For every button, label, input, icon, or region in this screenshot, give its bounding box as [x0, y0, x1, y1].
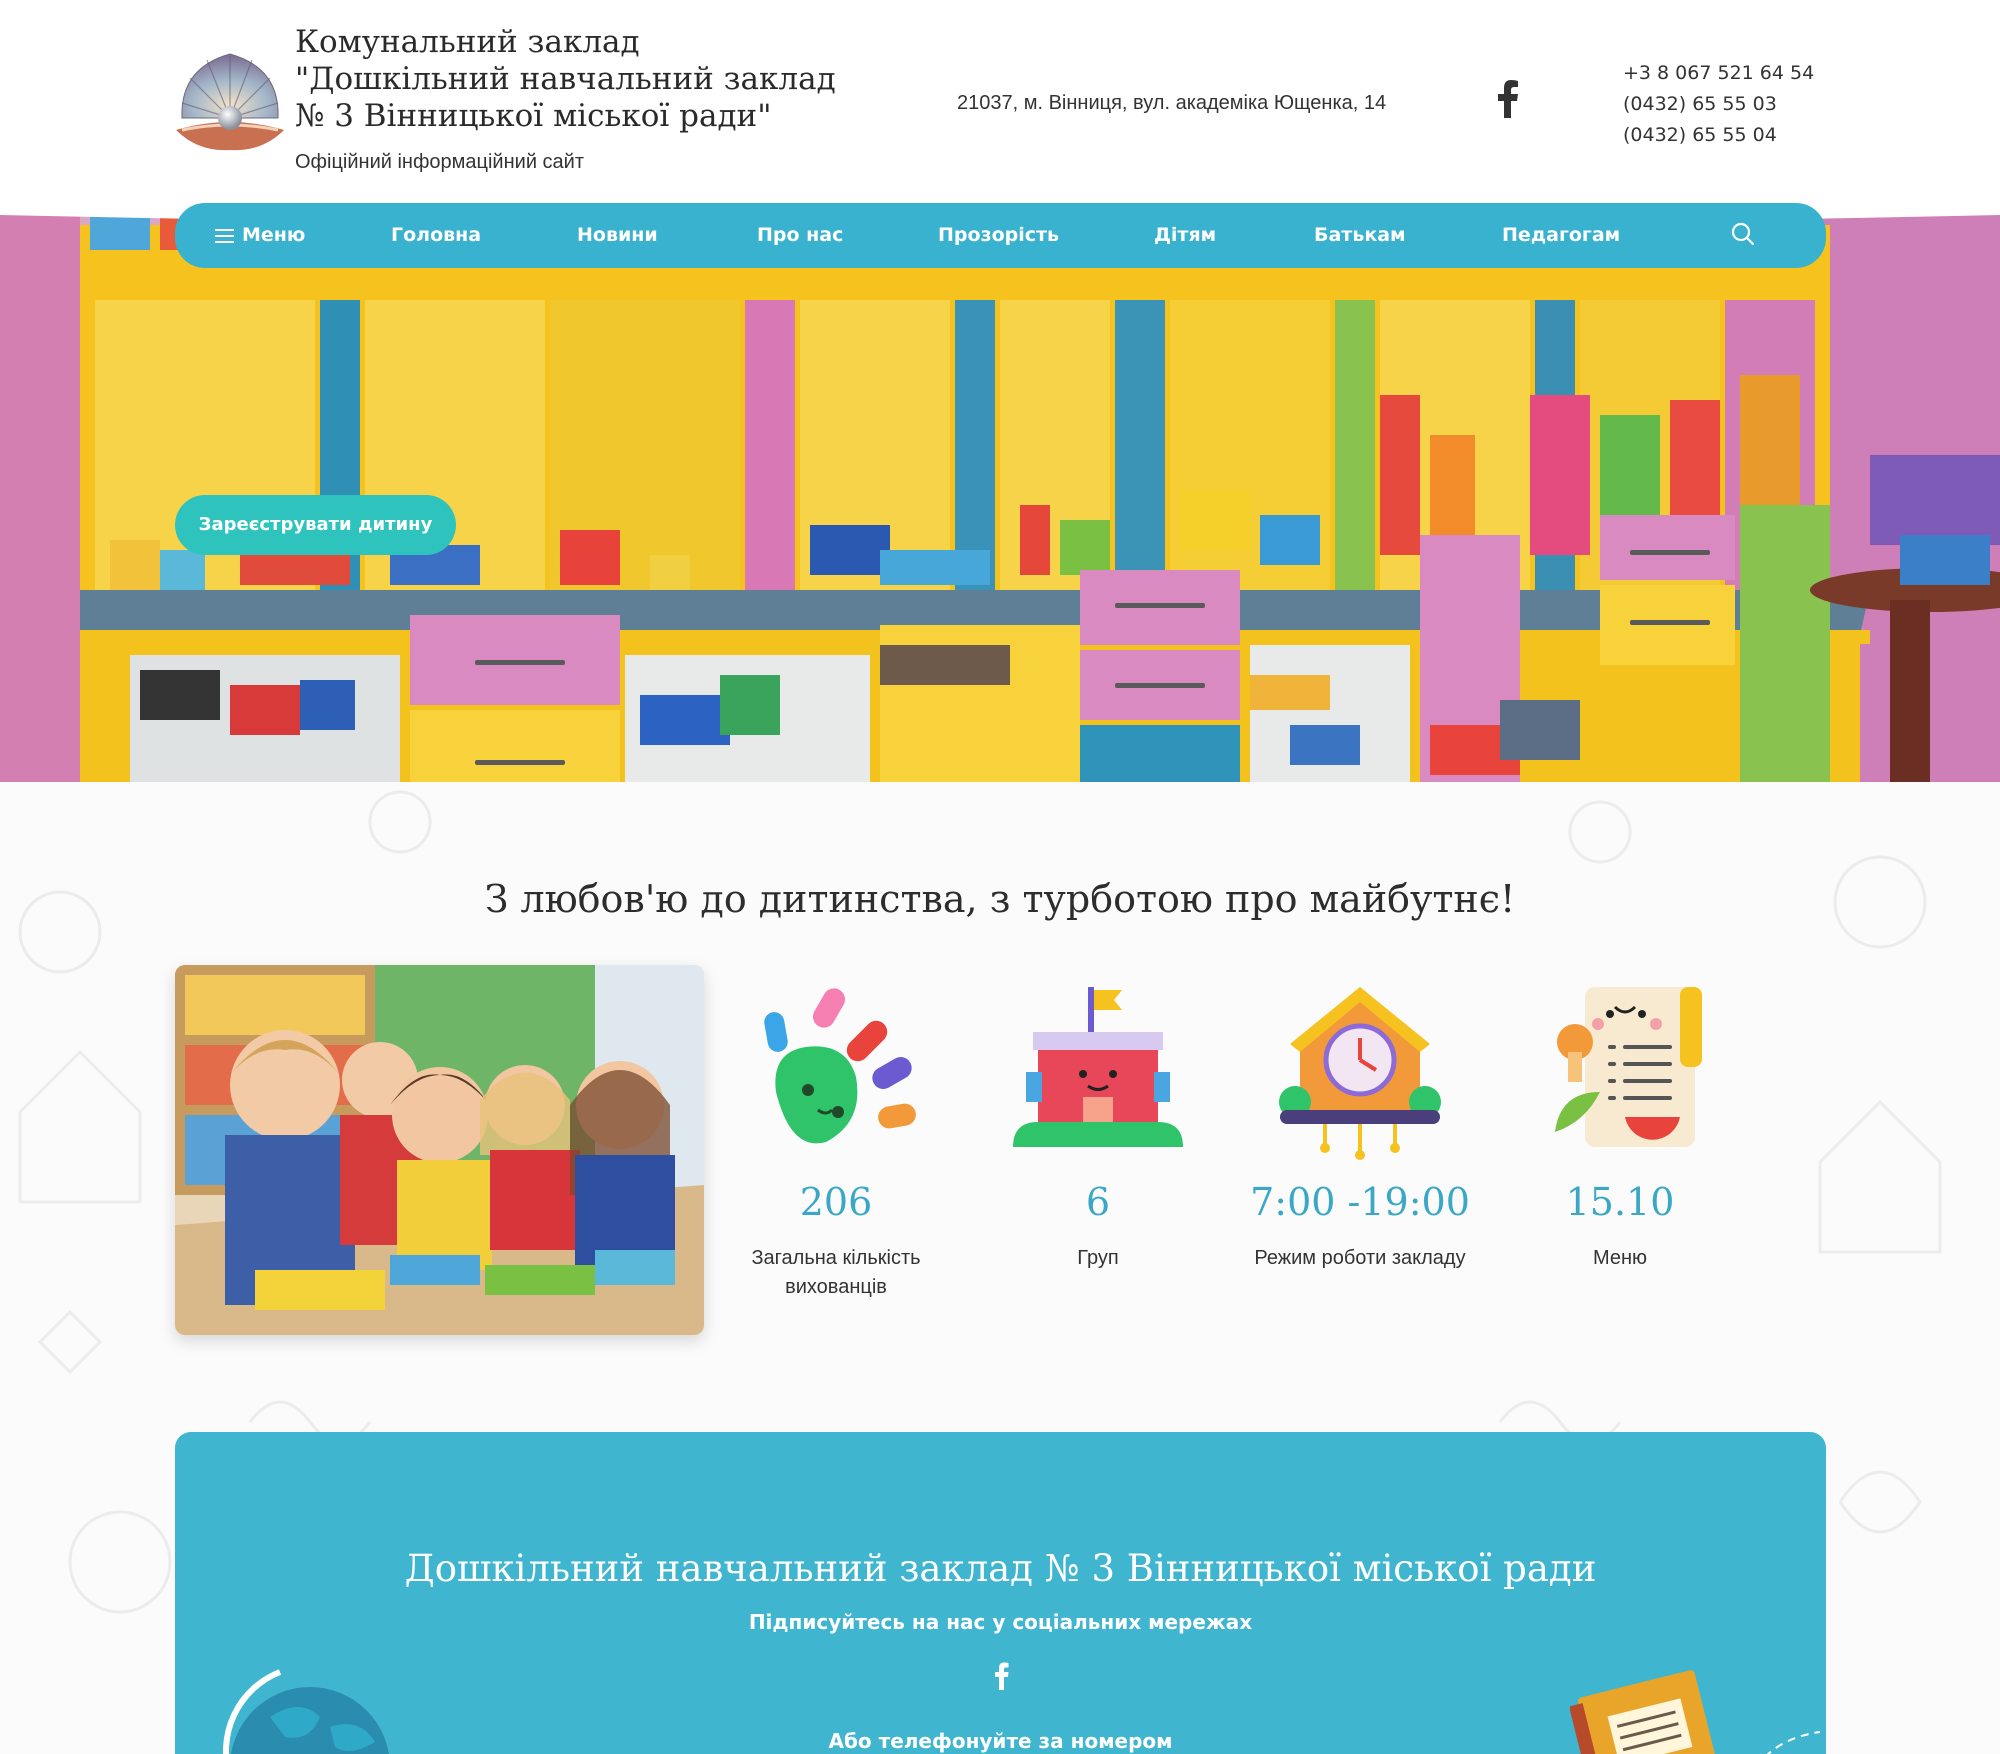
pearl-shell-logo[interactable] — [172, 48, 288, 158]
site-title[interactable]: Комунальний заклад "Дошкільний навчальний заклад № 3 Вінницької міської ради" — [295, 24, 836, 134]
nav-menu-toggle[interactable] — [215, 203, 305, 268]
footer-call-text: Або телефонуйте за номером — [828, 1729, 1173, 1753]
stat-value: 6 — [1085, 1180, 1111, 1224]
main-content — [0, 782, 2000, 1754]
phone-number[interactable]: (0432) 65 55 03 — [1623, 93, 1777, 115]
handprint-icon — [746, 982, 926, 1162]
stat-label: Режим роботи закладу — [1254, 1247, 1466, 1269]
nav-item-news[interactable]: Новини — [577, 224, 658, 246]
main-nav — [175, 203, 1826, 268]
facebook-icon[interactable] — [993, 1662, 1009, 1690]
nav-item-transparency[interactable]: Прозорість — [938, 224, 1060, 246]
search-icon[interactable] — [1730, 221, 1756, 247]
nav-item-parents[interactable]: Батькам — [1314, 224, 1406, 246]
address: 21037, м. Вінниця, вул. академіка Ющенка, 14 — [957, 92, 1387, 114]
menu-scroll-icon — [1530, 982, 1710, 1162]
stat-label: Меню — [1592, 1247, 1648, 1269]
nav-item-about[interactable]: Про нас — [757, 224, 844, 246]
playroom-shelves-image — [0, 205, 2000, 782]
site-subtitle: Офіційний інформаційний сайт — [295, 151, 585, 173]
stat-label: Груп — [1077, 1247, 1119, 1269]
book-illustration — [1570, 1662, 1826, 1754]
stat-value: 206 — [799, 1180, 873, 1224]
stat-value: 7:00 -19:00 — [1250, 1180, 1470, 1224]
register-child-button[interactable]: Зареєструвати дитину — [175, 495, 456, 555]
phone-list — [1623, 58, 1814, 151]
phone-number[interactable]: +3 8 067 521 64 54 — [1623, 62, 1815, 84]
footer-subtitle: Підписуйтесь на нас у соціальних мережах — [748, 1610, 1253, 1634]
children-puzzle-photo — [175, 965, 704, 1335]
stat-card — [978, 982, 1218, 1273]
clock-house-icon — [1270, 982, 1450, 1162]
phone-number[interactable]: (0432) 65 55 04 — [1623, 124, 1777, 146]
nav-item-children[interactable]: Дітям — [1154, 224, 1217, 246]
stat-card[interactable] — [1500, 982, 1740, 1273]
footer-banner — [175, 1432, 1826, 1754]
stat-value: 15.10 — [1565, 1180, 1675, 1224]
nav-menu-label: Меню — [242, 224, 306, 246]
kindergarten-building-icon — [1008, 982, 1188, 1162]
site-header — [0, 0, 2000, 215]
stat-card — [716, 982, 956, 1302]
nav-item-teachers[interactable]: Педагогам — [1502, 224, 1621, 246]
hero-banner — [0, 205, 2000, 782]
slogan-heading: З любов'ю до дитинства, з турботою про майбутнє! — [484, 877, 1516, 921]
facebook-icon[interactable] — [1494, 80, 1520, 118]
stat-card — [1240, 982, 1480, 1273]
hamburger-icon — [215, 229, 234, 243]
footer-title: Дошкільний навчальний заклад № 3 Вінницької міської ради — [404, 1547, 1597, 1590]
nav-item-home[interactable]: Головна — [391, 224, 482, 246]
stat-label: Загальна кількість вихованців — [751, 1247, 921, 1298]
